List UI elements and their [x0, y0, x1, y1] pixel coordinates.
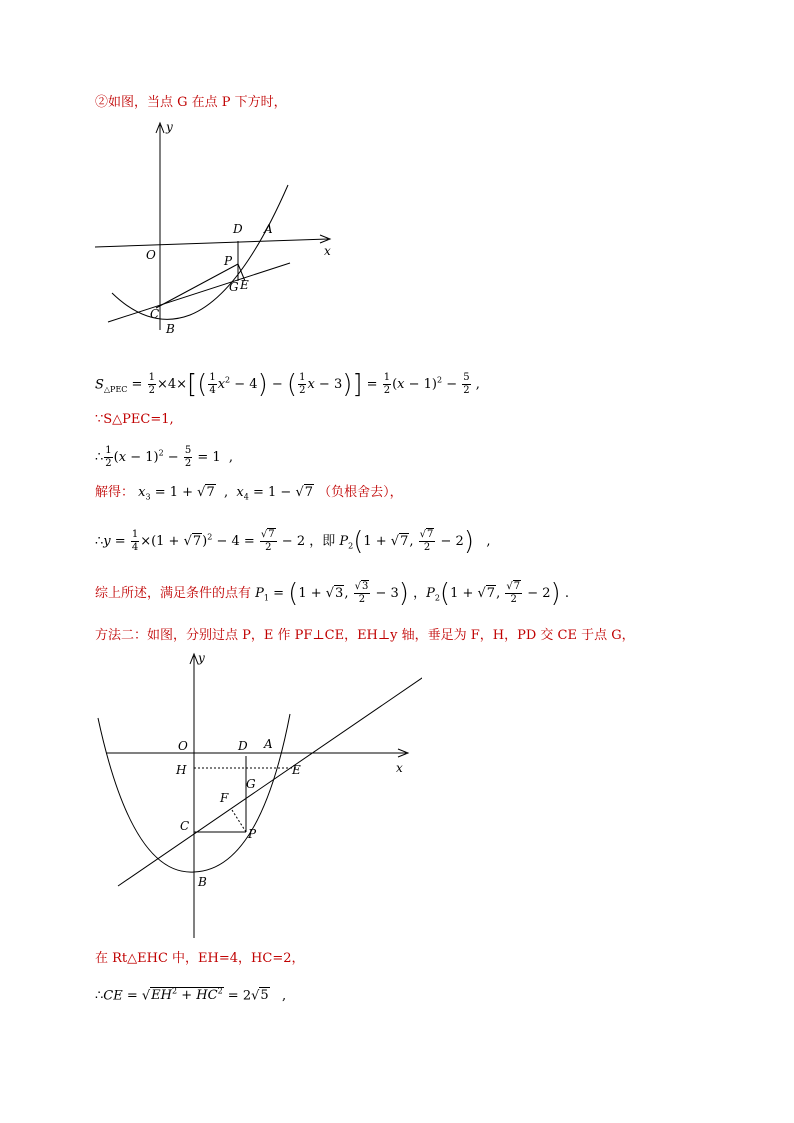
fig2-label-p: P [248, 827, 257, 841]
fig2-label-c: C [180, 819, 190, 833]
fig2-label-o: O [178, 739, 188, 753]
equation-y: ∴y = $\frac{1}{4}$ $\times(1 + √7)^2 - 4$ = $\frac{√7}{2}$ − 2 ，即 $P_2(1 + √7$, $\frac{√7}{2}$ − 2) , [95, 526, 491, 557]
fig1-label-p: P [224, 254, 233, 268]
solve-line: 解得： $x_3 = 1 + √7$ , $x_4 = 1 - √7$ （负根舍去）， [95, 485, 403, 502]
fig1-label-g: G [229, 280, 239, 294]
figure-2 [92, 650, 422, 945]
fig2-line-ce [118, 652, 422, 886]
equation-set: ∴ $\frac{1}{2}$ $(x - 1)^2$ − $\frac{5}{2}$ = 1 , [95, 445, 234, 470]
fig2-label-h: H [176, 763, 187, 777]
fig1-label-o: O [146, 248, 156, 262]
fig1-label-d: D [233, 222, 243, 236]
ce-result: ∴CE = $√EH^2 + HC^2 = 2√5$ , [95, 987, 287, 1004]
fig2-label-y: y [198, 651, 205, 665]
fig2-label-e: E [292, 763, 301, 777]
triangle-ehc-text: 在 Rt△EHC 中，EH=4，HC=2， [95, 951, 305, 966]
fig1-parabola [112, 185, 288, 319]
fig2-label-a: A [264, 737, 273, 751]
fig1-label-x: x [324, 244, 331, 258]
fig2-label-x: x [396, 761, 403, 775]
fig1-x-axis [95, 239, 328, 247]
fig1-label-e: E [240, 278, 249, 292]
summary-line: 综上所述，满足条件的点有 $P_1 = (1 + √3$, $\frac{√3}{2}$ − 3) ，$P_2(1 + √7$, $\frac{√7}{2}$ − 2) . [95, 578, 569, 609]
fig2-segment-pf [232, 810, 246, 832]
fig1-label-y: y [166, 120, 173, 134]
fig1-label-c: C [150, 307, 160, 321]
fig1-line-ce [108, 263, 290, 322]
fig1-label-b: B [166, 322, 175, 336]
figure-1 [90, 115, 340, 340]
equation-area: $S_{\triangle PEC}$ = $\frac{1}{2}$ ×4×[( $\frac{1}{4}$ $x^2 - 4$) − ( $\frac{1}{2}$ x − 3)] = $\frac{1}{2}$ $(x - 1)^2$ − $\frac{5}{2}$ , [95, 369, 480, 400]
fig2-label-g: G [246, 777, 256, 791]
given-condition: ∵S△PEC=1, [95, 412, 174, 427]
fig2-label-f: F [220, 791, 229, 805]
case2-heading: ②如图，当点 G 在点 P 下方时， [95, 95, 287, 110]
fig2-label-d: D [238, 739, 248, 753]
fig1-label-a: A [264, 222, 273, 236]
method-two-text: 方法二：如图，分别过点 P，E 作 PF⊥CE，EH⊥y 轴，垂足为 F，H，PD 交 CE 于点 G， [95, 628, 635, 643]
fig2-label-b: B [198, 875, 207, 889]
fig1-segment-pc [156, 264, 238, 308]
